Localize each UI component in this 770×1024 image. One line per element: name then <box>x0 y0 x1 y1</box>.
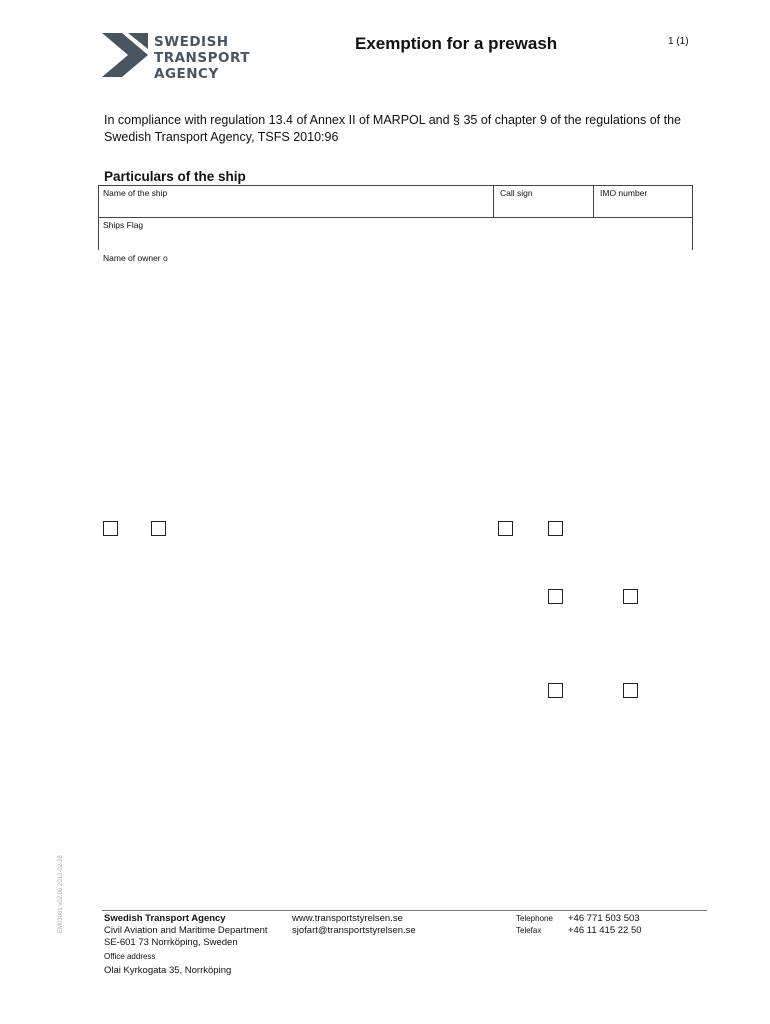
name-of-owner-field[interactable]: Name of owner o <box>103 253 168 263</box>
footer-phone-labels <box>516 913 553 937</box>
checkbox-2[interactable] <box>151 521 166 536</box>
agency-logo-wordmark <box>154 34 250 82</box>
call-sign-field[interactable]: Call sign <box>500 188 533 198</box>
agency-logo-mark <box>102 33 148 77</box>
checkbox-6[interactable] <box>623 589 638 604</box>
form-code-watermark: EM03001 v02.00 2012-02-28 <box>58 855 64 933</box>
logo-line-3: AGENCY <box>154 66 219 82</box>
footer-office-label: Office address <box>104 952 156 961</box>
footer-agency-name: Swedish Transport Agency <box>104 913 226 924</box>
footer-address-block <box>104 913 268 977</box>
footer-telefax-label: Telefax <box>516 926 542 935</box>
form-col-rule-1 <box>493 185 494 217</box>
footer-web-block <box>292 913 416 937</box>
footer-telephone-number: +46 771 503 503 <box>568 913 640 924</box>
page-number: 1 (1) <box>668 36 689 47</box>
imo-number-field[interactable]: IMO number <box>600 188 648 198</box>
footer-website-link[interactable]: www.transportstyrelsen.se <box>292 913 403 924</box>
checkbox-8[interactable] <box>623 683 638 698</box>
checkbox-1[interactable] <box>103 521 118 536</box>
checkbox-5[interactable] <box>548 589 563 604</box>
footer-phone-values <box>568 913 642 937</box>
particulars-heading: Particulars of the ship <box>104 169 246 184</box>
ships-flag-field[interactable]: Ships Flag <box>103 220 144 230</box>
footer-telefax-number: +46 11 415 22 50 <box>568 925 642 936</box>
form-col-rule-2 <box>593 185 594 217</box>
logo-line-2: TRANSPORT <box>154 50 250 66</box>
footer-office-address: Olai Kyrkogata 35, Norrköping <box>104 965 232 976</box>
name-of-ship-field[interactable]: Name of the ship <box>103 188 168 198</box>
footer-rule <box>102 910 707 911</box>
logo-line-1: SWEDISH <box>154 34 229 50</box>
form-top-rule <box>98 185 693 186</box>
footer-postal-address: SE-601 73 Norrköping, Sweden <box>104 937 238 948</box>
footer-telephone-label: Telephone <box>516 914 553 923</box>
footer-department: Civil Aviation and Maritime Department <box>104 925 268 936</box>
checkbox-4[interactable] <box>548 521 563 536</box>
footer-email-link[interactable]: sjofart@transportstyrelsen.se <box>292 925 416 936</box>
form-row-rule <box>98 217 693 218</box>
checkbox-7[interactable] <box>548 683 563 698</box>
intro-paragraph: In compliance with regulation 13.4 of Annex II of MARPOL and § 35 of chapter 9 of the regulations of the Swedish Transport Agency, TSFS 2010:96 <box>104 113 681 144</box>
checkbox-3[interactable] <box>498 521 513 536</box>
document-title: Exemption for a prewash <box>355 34 558 53</box>
